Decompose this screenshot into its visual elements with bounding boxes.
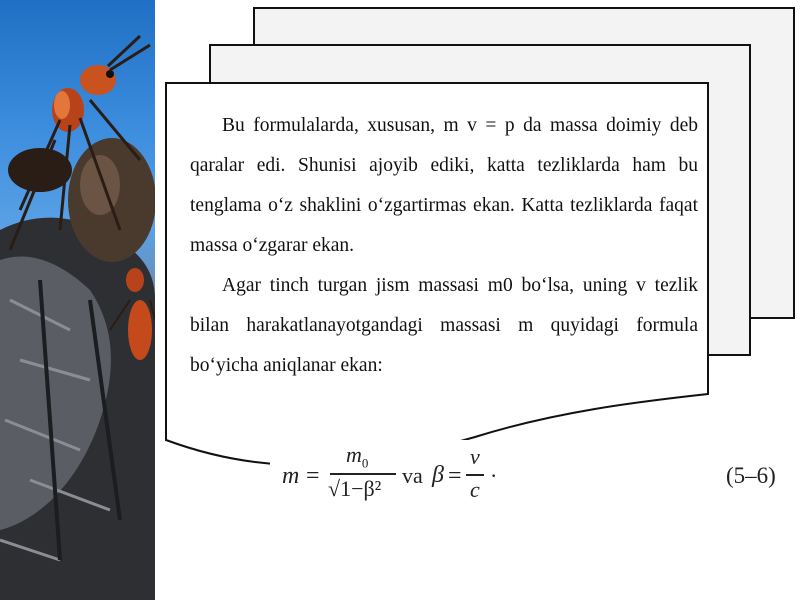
fraction-bar — [330, 473, 396, 475]
ant-photo — [0, 0, 155, 600]
formula-denominator: √1−β² — [328, 476, 382, 501]
equation-number: (5–6) — [726, 463, 776, 488]
formula-c: c — [470, 477, 480, 502]
formula-numerator: $m_0$ — [346, 442, 369, 471]
formula-v: v — [470, 444, 480, 469]
formula-conjunction: va — [402, 463, 423, 488]
formula-dot: · — [490, 463, 498, 488]
formula-beta: β — [432, 462, 444, 488]
formula-equals: = — [306, 463, 320, 489]
mass-fraction — [326, 442, 398, 514]
paragraph-2: Agar tinch turgan jism massasi m0 bo‘lsa, uning v tezlik bilan harakatlanayotgandagi massasi m quyidagi formula bo‘yicha aniqlanar ekan: — [190, 275, 698, 376]
fraction-bar-2 — [466, 474, 484, 476]
beta-fraction — [466, 444, 486, 510]
body-text — [190, 106, 698, 386]
formula-5-6 — [270, 440, 780, 520]
formula-lhs: m — [282, 463, 300, 489]
formula-equals-2: = — [448, 463, 462, 489]
paragraph-1: Bu formulalarda, xususan, m v = p da massa doimiy deb qaralar edi. Shunisi ajoyib ediki, katta tezliklarda ham bu tenglama o‘z shaklini o‘zgartirmas ekan. Katta tezliklarda faqat massa o‘zgarar ekan. — [190, 115, 698, 256]
